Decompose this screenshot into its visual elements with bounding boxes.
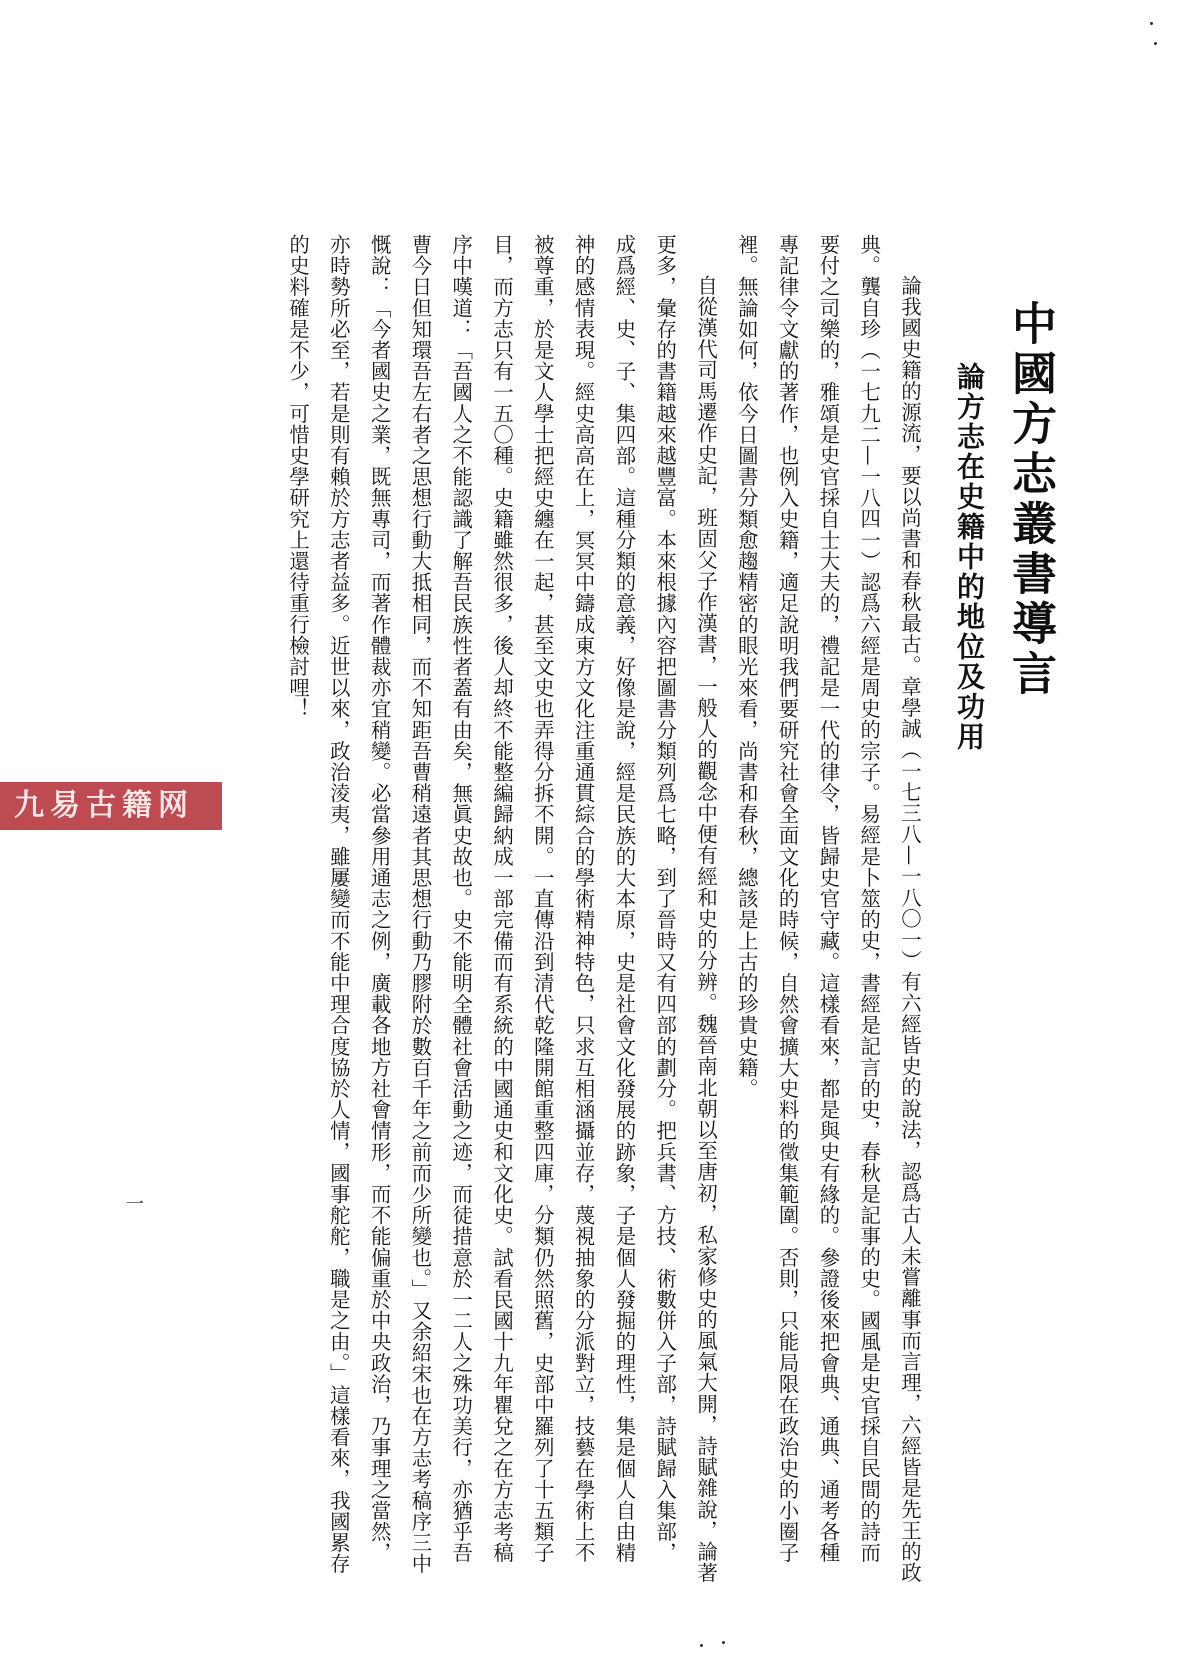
watermark-text: 九易古籍网 [14, 788, 194, 823]
scan-speck [700, 1644, 703, 1647]
scan-speck [1154, 42, 1157, 45]
body-text [205, 234, 930, 1584]
scan-speck [1150, 22, 1153, 25]
page-subtitle: 論方志在史籍中的地位及功用 [953, 362, 986, 752]
paragraph-1: 論我國史籍的源流，要以尚書和春秋最古。章學誠（一七三八—一八〇一）有六經皆史的說法，認爲古人未嘗離事而言理，六經皆是先王的政典。龔自珍（一七九二—一八四一）認爲六經是周史的宗子。易經是卜筮的史，書經是記言的史，春秋是記事的史。國風是史官採自民間的詩而要付之司樂的，雅頌是史官採自士大夫的，禮記是一代的律令，皆歸史官守藏。這樣看來，都是與史有緣的。參證後來把會典、通典、通考各種專記律令文獻的著作，也例入史籍，適足說明我們要研究社會全面文化的時候，自然會擴大史料的徵集範圍。否則，只能局限在政治史的小圈子裡。無論如何，依今日圖書分類愈趨精密的眼光來看，尚書和春秋，總該是上古的珍貴史籍。 [734, 234, 922, 1583]
paragraph-2: 自從漢代司馬遷作史記，班固父子作漢書，一般人的觀念中便有經和史的分辨。魏晉南北朝以至唐初，私家修史的風氣大開，詩賦雜說，論著更多，彙存的書籍越來越豐富。本來根據內容把圖書分類列爲七略，到了晉時又有四部的劃分。把兵書、方技、術數併入子部，詩賦歸入集部，成爲經、史、子、集四部。這種分類的意義，好像是說，經是民族的大本原，史是社會文化發展的跡象，子是個人發掘的理性，集是個人自由精神的感情表現。經史高高在上，冥冥中鑄成東方文化注重通貫綜合的學術精神特色，只求互相涵攝並存，蔑視抽象的分派對立，技藝在學術上不被尊重，於是文人學士把經史纏在一起，甚至文史也弄得分拆不開。一直傳沿到清代乾隆開館重整四庫，分類仍然照舊，史部中羅列了十五類子目，而方志只有一五〇種。史籍雖然很多，後人却終不能整編歸納成一部完備而有系統的中國通史和文化史。試看民國十九年瞿兌之在方志考稿序中嘆道：「吾國人之不能認識了解吾民族性者蓋有由矣，無眞史故也。史不能明全體社會活動之迹，而徒措意於一二人之殊功美行，亦猶乎吾曹今日但知環吾左右者之思想行動大抵相同，而不知距吾曹稍遠者其思想行動乃膠附於數百千年之前而少所變也。」又余紹宋也在方志考稿序三中慨說：「今者國史之業，既無專司，而著作體裁亦宜稍變。必當參用通志之例，廣載各地方社會情形，而不能偏重於中央政治，乃事理之當然，亦時勢所必至，若是則有賴於方志者益多。近世以來，政治淩夷，雖屢變而不能中理合度協於人情，國事舵舵，職是之由。」這樣看來，我國累存的史料確是不少，可惜史學研究上還待重行檢討哩！ [286, 234, 719, 1583]
page-number: 一 [126, 1194, 144, 1215]
scan-speck [722, 1641, 725, 1644]
watermark-banner [0, 782, 222, 830]
page-title: 中國方志叢書導言 [1004, 300, 1057, 700]
